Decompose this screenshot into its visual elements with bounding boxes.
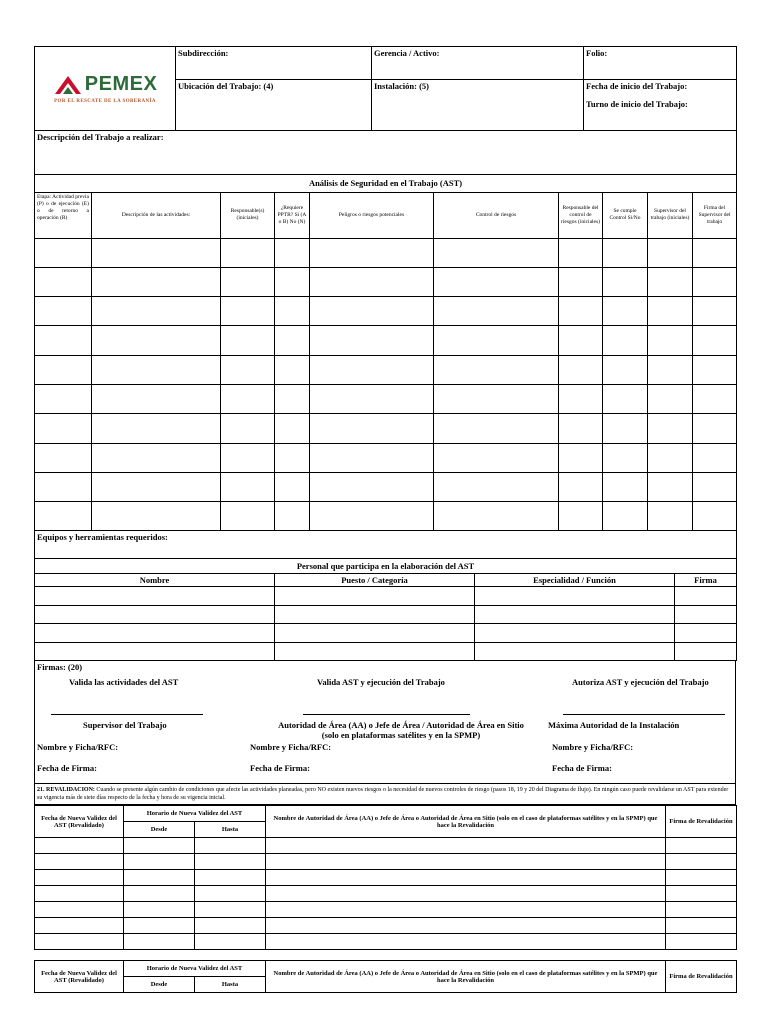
revalidacion-row-cell[interactable] xyxy=(266,838,666,854)
ast-row-cell[interactable] xyxy=(310,502,434,531)
ast-row-cell[interactable] xyxy=(434,238,559,267)
col-hasta: Hasta xyxy=(195,822,266,838)
revalidacion-row-cell[interactable] xyxy=(35,918,124,934)
logo-tagline: POR EL RESCATE DE LA SOBERANÍA xyxy=(54,99,156,104)
col-firma-revalidacion-2: Firma de Revalidación xyxy=(666,961,737,993)
ast-row-cell[interactable] xyxy=(648,502,693,531)
revalidacion-row-cell[interactable] xyxy=(35,886,124,902)
ast-row-cell[interactable] xyxy=(221,355,275,384)
revalidacion-row-cell[interactable] xyxy=(266,870,666,886)
ast-row-cell[interactable] xyxy=(221,502,275,531)
ast-row-cell[interactable] xyxy=(275,326,310,355)
col-horario: Horario de Nueva Validez del AST xyxy=(124,806,266,822)
ast-row-cell[interactable] xyxy=(275,414,310,443)
ast-row-cell[interactable] xyxy=(434,472,559,501)
col-responsable-control: Responsable del control de riesgos (iniciales) xyxy=(559,192,603,238)
ast-row xyxy=(35,384,737,413)
ast-row-cell[interactable] xyxy=(603,355,648,384)
nombre-ficha-1[interactable]: Nombre y Ficha/RFC: xyxy=(37,742,119,753)
col-pptr: ¿Requiere PPTR? Si (A o B) No (N) xyxy=(275,192,310,238)
instalacion-field[interactable]: Instalación: (5) xyxy=(372,80,584,131)
revalidacion-row-cell[interactable] xyxy=(35,934,124,950)
ast-row-cell[interactable] xyxy=(693,297,737,326)
ast-row-cell[interactable] xyxy=(310,355,434,384)
ast-row-cell[interactable] xyxy=(92,502,221,531)
col-etapa: Etapa: Actividad previa (P) o de ejecución (E) o de retorno a operación (R) xyxy=(35,192,92,238)
ast-row xyxy=(35,326,737,355)
ast-row-cell[interactable] xyxy=(275,384,310,413)
revalidacion-row-cell[interactable] xyxy=(266,902,666,918)
ast-row-cell[interactable] xyxy=(648,297,693,326)
revalidacion-row-cell[interactable] xyxy=(195,934,266,950)
ast-row xyxy=(35,472,737,501)
ast-row-cell[interactable] xyxy=(648,384,693,413)
ast-row xyxy=(35,297,737,326)
ast-row-cell[interactable] xyxy=(693,355,737,384)
ast-row-cell[interactable] xyxy=(559,384,603,413)
ast-row-cell[interactable] xyxy=(92,267,221,296)
revalidacion-row-cell[interactable] xyxy=(195,886,266,902)
ast-row xyxy=(35,414,737,443)
col-horario-2: Horario de Nueva Validez del AST xyxy=(124,961,266,977)
ast-row-cell[interactable] xyxy=(92,472,221,501)
personal-row-cell[interactable] xyxy=(475,642,675,661)
personal-row-cell[interactable] xyxy=(475,624,675,643)
ast-row-cell[interactable] xyxy=(603,384,648,413)
ast-row-cell[interactable] xyxy=(221,326,275,355)
ast-row-cell[interactable] xyxy=(434,355,559,384)
supervisor-label: Supervisor del Trabajo xyxy=(83,720,167,731)
ast-row-cell[interactable] xyxy=(434,443,559,472)
revalidacion-row-cell[interactable] xyxy=(124,934,195,950)
folio-field[interactable]: Folio: xyxy=(584,47,737,80)
col-fecha-validez: Fecha de Nueva Validez del AST (Revalidado) xyxy=(35,806,124,838)
ast-row-cell[interactable] xyxy=(310,326,434,355)
turno-inicio-label: Turno de inicio del Trabajo: xyxy=(586,99,688,109)
revalidacion-row-cell[interactable] xyxy=(195,838,266,854)
revalidacion-row-cell[interactable] xyxy=(124,902,195,918)
fecha-firma-1[interactable]: Fecha de Firma: xyxy=(37,763,97,774)
personal-row-cell[interactable] xyxy=(275,642,475,661)
revalidacion-row-cell[interactable] xyxy=(666,918,737,934)
col-nombre: Nombre xyxy=(35,573,275,586)
personal-row-cell[interactable] xyxy=(675,624,737,643)
ast-form xyxy=(34,46,736,993)
ast-row-cell[interactable] xyxy=(559,238,603,267)
fecha-firma-2[interactable]: Fecha de Firma: xyxy=(250,763,310,774)
personal-row-cell[interactable] xyxy=(675,586,737,605)
autoriza-label: Autoriza AST y ejecución del Trabajo xyxy=(572,677,709,688)
personal-row-cell[interactable] xyxy=(475,586,675,605)
ast-row-cell[interactable] xyxy=(92,355,221,384)
col-puesto: Puesto / Categoría xyxy=(275,573,475,586)
ast-row-cell[interactable] xyxy=(559,472,603,501)
col-firma-supervisor: Firma del Supervisor del trabajo xyxy=(693,192,737,238)
ast-row-cell[interactable] xyxy=(221,472,275,501)
ast-row-cell[interactable] xyxy=(559,267,603,296)
revalidacion-row xyxy=(35,838,737,854)
ast-row xyxy=(35,443,737,472)
personal-row-cell[interactable] xyxy=(675,642,737,661)
col-nombre-autoridad: Nombre de Autoridad de Área (AA) o Jefe de Área o Autoridad de Área en Sitio (solo en el caso de plataformas satélites y en la SPMP) que hace la Revalidación xyxy=(266,806,666,838)
revalidacion-row-cell[interactable] xyxy=(266,854,666,870)
ast-row-cell[interactable] xyxy=(35,267,92,296)
ast-row-cell[interactable] xyxy=(35,472,92,501)
ast-row-cell[interactable] xyxy=(648,326,693,355)
maxima-signature-line[interactable] xyxy=(563,714,725,715)
col-descripcion: Descripción de las actividades: xyxy=(92,192,221,238)
ast-row-cell[interactable] xyxy=(693,384,737,413)
revalidacion-rows xyxy=(35,838,737,950)
revalidacion-row-cell[interactable] xyxy=(35,902,124,918)
ast-row-cell[interactable] xyxy=(35,238,92,267)
ast-row xyxy=(35,238,737,267)
gerencia-field[interactable]: Gerencia / Activo: xyxy=(372,47,584,80)
revalidacion-row-cell[interactable] xyxy=(124,870,195,886)
ast-row-cell[interactable] xyxy=(648,238,693,267)
form-header xyxy=(34,46,737,175)
equipos-field[interactable]: Equipos y herramientas requeridos: xyxy=(35,531,737,559)
ast-row xyxy=(35,267,737,296)
revalidacion-row-cell[interactable] xyxy=(666,854,737,870)
ast-row-cell[interactable] xyxy=(603,502,648,531)
ast-row-cell[interactable] xyxy=(92,384,221,413)
ast-row-cell[interactable] xyxy=(275,502,310,531)
personal-title: Personal que participa en la elaboración del AST xyxy=(35,559,737,573)
ast-row xyxy=(35,355,737,384)
ast-row-cell[interactable] xyxy=(221,238,275,267)
ast-row-cell[interactable] xyxy=(648,414,693,443)
revalidacion-row-cell[interactable] xyxy=(666,934,737,950)
col-desde: Desde xyxy=(124,822,195,838)
revalidacion-row-cell[interactable] xyxy=(195,902,266,918)
revalidacion-row-cell[interactable] xyxy=(35,854,124,870)
ast-row-cell[interactable] xyxy=(275,355,310,384)
pemex-logo: PEMEX POR EL RESCATE DE LA SOBERANÍA xyxy=(35,47,176,131)
valida-ejecucion-label: Valida AST y ejecución del Trabajo xyxy=(317,677,445,688)
pemex-eagle-icon xyxy=(53,74,83,96)
firmas-label: Firmas: (20) xyxy=(37,662,83,673)
personal-rows xyxy=(35,586,737,660)
ast-row-cell[interactable] xyxy=(275,267,310,296)
ast-row-cell[interactable] xyxy=(603,297,648,326)
fecha-inicio-label: Fecha de inicio del Trabajo: xyxy=(586,81,688,91)
ast-row-cell[interactable] xyxy=(275,472,310,501)
ast-row-cell[interactable] xyxy=(275,238,310,267)
revalidacion-row-cell[interactable] xyxy=(124,854,195,870)
ast-row-cell[interactable] xyxy=(434,414,559,443)
ast-row-cell[interactable] xyxy=(221,297,275,326)
descripcion-field[interactable]: Descripción del Trabajo a realizar: xyxy=(35,131,737,175)
ast-row-cell[interactable] xyxy=(92,414,221,443)
nombre-ficha-2[interactable]: Nombre y Ficha/RFC: xyxy=(250,742,332,753)
nombre-ficha-3[interactable]: Nombre y Ficha/RFC: xyxy=(552,742,634,753)
ast-row-cell[interactable] xyxy=(648,472,693,501)
col-peligros: Peligros o riesgos potenciales xyxy=(310,192,434,238)
col-se-cumple: Se cumple Control Si/No xyxy=(603,192,648,238)
ast-rows xyxy=(35,238,737,531)
autoridad-signature-line[interactable] xyxy=(303,714,470,715)
personal-row xyxy=(35,605,737,624)
col-hasta-2: Hasta xyxy=(195,977,266,993)
ast-row-cell[interactable] xyxy=(559,297,603,326)
revalidacion-row-cell[interactable] xyxy=(666,886,737,902)
revalidacion-row-cell[interactable] xyxy=(195,870,266,886)
maxima-label: Máxima Autoridad de la Instalación xyxy=(548,720,680,731)
ast-row-cell[interactable] xyxy=(648,443,693,472)
ast-row-cell[interactable] xyxy=(648,355,693,384)
col-desde-2: Desde xyxy=(124,977,195,993)
ast-row-cell[interactable] xyxy=(275,443,310,472)
ast-row-cell[interactable] xyxy=(693,326,737,355)
col-control: Control de riesgos xyxy=(434,192,559,238)
ast-row-cell[interactable] xyxy=(35,443,92,472)
ast-title: Análisis de Seguridad en el Trabajo (AST) xyxy=(35,175,737,192)
ast-row-cell[interactable] xyxy=(310,297,434,326)
col-nombre-autoridad-2: Nombre de Autoridad de Área (AA) o Jefe de Área o Autoridad de Área en Sitio (solo en el caso de plataformas satélites y en la SPMP) que hace la Revalidación xyxy=(266,961,666,993)
ast-row-cell[interactable] xyxy=(693,414,737,443)
subdireccion-field[interactable]: Subdirección: xyxy=(176,47,372,80)
revalidacion-row xyxy=(35,854,737,870)
ast-row-cell[interactable] xyxy=(434,267,559,296)
personal-row-cell[interactable] xyxy=(35,586,275,605)
ast-row-cell[interactable] xyxy=(693,443,737,472)
firmas-section xyxy=(34,661,736,783)
ast-row-cell[interactable] xyxy=(434,297,559,326)
col-especialidad: Especialidad / Función xyxy=(475,573,675,586)
ast-table xyxy=(34,175,737,559)
ast-row-cell[interactable] xyxy=(35,414,92,443)
ast-row-cell[interactable] xyxy=(92,443,221,472)
col-supervisor: Supervisor del trabajo (iniciales) xyxy=(648,192,693,238)
ast-row-cell[interactable] xyxy=(603,238,648,267)
revalidacion-row-cell[interactable] xyxy=(266,918,666,934)
personal-table xyxy=(34,559,737,661)
personal-row-cell[interactable] xyxy=(275,624,475,643)
revalidacion-row-cell[interactable] xyxy=(124,886,195,902)
revalidacion-row xyxy=(35,902,737,918)
ast-row-cell[interactable] xyxy=(603,326,648,355)
revalidacion-row-cell[interactable] xyxy=(666,902,737,918)
ast-row-cell[interactable] xyxy=(221,267,275,296)
revalidacion-note: 21. REVALIDACION: Cuando se presente algún cambio de condiciones que afecte las actividades planeadas, pero NO existen nuevos riesgos o la necesidad de nuevos controles de riesgo (pasos 18, 19 y 20 del Diagrama de flujo). En ningún caso puede revalidarse un AST para extender su vigencia más de siete días respecto de la fecha y hora de su vigencia inicial. xyxy=(34,783,736,805)
ast-row-cell[interactable] xyxy=(35,297,92,326)
supervisor-signature-line[interactable] xyxy=(51,714,203,715)
personal-row-cell[interactable] xyxy=(35,605,275,624)
ast-row-cell[interactable] xyxy=(559,414,603,443)
ast-row-cell[interactable] xyxy=(35,384,92,413)
valida-actividades-label: Valida las actividades del AST xyxy=(69,677,179,688)
revalidacion-row-cell[interactable] xyxy=(666,870,737,886)
ast-row-cell[interactable] xyxy=(92,297,221,326)
ast-row-cell[interactable] xyxy=(35,355,92,384)
ast-row-cell[interactable] xyxy=(310,443,434,472)
revalidacion-table-2 xyxy=(34,960,737,993)
revalidacion-row xyxy=(35,934,737,950)
ast-row-cell[interactable] xyxy=(693,472,737,501)
autoridad-area-label: Autoridad de Área (AA) o Jefe de Área / Autoridad de Área en Sitio (solo en plataformas satélites y en la SPMP) xyxy=(278,720,524,741)
ast-row-cell[interactable] xyxy=(603,414,648,443)
ast-row-cell[interactable] xyxy=(559,355,603,384)
revalidacion-row-cell[interactable] xyxy=(666,838,737,854)
personal-row-cell[interactable] xyxy=(675,605,737,624)
fecha-turno-field[interactable] xyxy=(584,80,737,131)
ast-row-cell[interactable] xyxy=(434,326,559,355)
ast-row-cell[interactable] xyxy=(648,267,693,296)
ast-row-cell[interactable] xyxy=(559,502,603,531)
ast-row-cell[interactable] xyxy=(310,267,434,296)
revalidacion-table xyxy=(34,805,737,950)
personal-row xyxy=(35,624,737,643)
ast-row-cell[interactable] xyxy=(221,414,275,443)
ast-row-cell[interactable] xyxy=(603,443,648,472)
revalidacion-row-cell[interactable] xyxy=(195,918,266,934)
personal-row xyxy=(35,586,737,605)
col-fecha-validez-2: Fecha de Nueva Validez del AST (Revalidado) xyxy=(35,961,124,993)
ast-row-cell[interactable] xyxy=(275,297,310,326)
revalidacion-row xyxy=(35,918,737,934)
ast-row-cell[interactable] xyxy=(92,326,221,355)
ast-row-cell[interactable] xyxy=(434,502,559,531)
personal-row-cell[interactable] xyxy=(275,586,475,605)
ast-row-cell[interactable] xyxy=(310,414,434,443)
ast-row-cell[interactable] xyxy=(434,384,559,413)
col-firma-revalidacion: Firma de Revalidación xyxy=(666,806,737,838)
revalidacion-row-cell[interactable] xyxy=(266,886,666,902)
personal-row xyxy=(35,642,737,661)
revalidacion-row-cell[interactable] xyxy=(35,838,124,854)
ast-row-cell[interactable] xyxy=(693,267,737,296)
revalidacion-row-cell[interactable] xyxy=(124,838,195,854)
personal-row-cell[interactable] xyxy=(275,605,475,624)
personal-row-cell[interactable] xyxy=(475,605,675,624)
ast-row-cell[interactable] xyxy=(559,443,603,472)
personal-row-cell[interactable] xyxy=(35,624,275,643)
ast-row-cell[interactable] xyxy=(221,443,275,472)
ast-row-cell[interactable] xyxy=(35,326,92,355)
ast-row-cell[interactable] xyxy=(35,502,92,531)
ast-row-cell[interactable] xyxy=(603,267,648,296)
revalidacion-row-cell[interactable] xyxy=(124,918,195,934)
ubicacion-field[interactable]: Ubicación del Trabajo: (4) xyxy=(176,80,372,131)
ast-row-cell[interactable] xyxy=(310,238,434,267)
ast-row-cell[interactable] xyxy=(559,326,603,355)
ast-row-cell[interactable] xyxy=(693,238,737,267)
revalidacion-row-cell[interactable] xyxy=(195,854,266,870)
ast-row-cell[interactable] xyxy=(221,384,275,413)
fecha-firma-3[interactable]: Fecha de Firma: xyxy=(552,763,612,774)
col-responsable: Responsable(s) (iniciales) xyxy=(221,192,275,238)
ast-row-cell[interactable] xyxy=(310,472,434,501)
ast-row-cell[interactable] xyxy=(603,472,648,501)
ast-row xyxy=(35,502,737,531)
ast-row-cell[interactable] xyxy=(92,238,221,267)
revalidacion-row xyxy=(35,886,737,902)
revalidacion-row-cell[interactable] xyxy=(35,870,124,886)
revalidacion-row-cell[interactable] xyxy=(266,934,666,950)
personal-row-cell[interactable] xyxy=(35,642,275,661)
ast-row-cell[interactable] xyxy=(310,384,434,413)
revalidacion-row xyxy=(35,870,737,886)
col-firma: Firma xyxy=(675,573,737,586)
ast-row-cell[interactable] xyxy=(693,502,737,531)
